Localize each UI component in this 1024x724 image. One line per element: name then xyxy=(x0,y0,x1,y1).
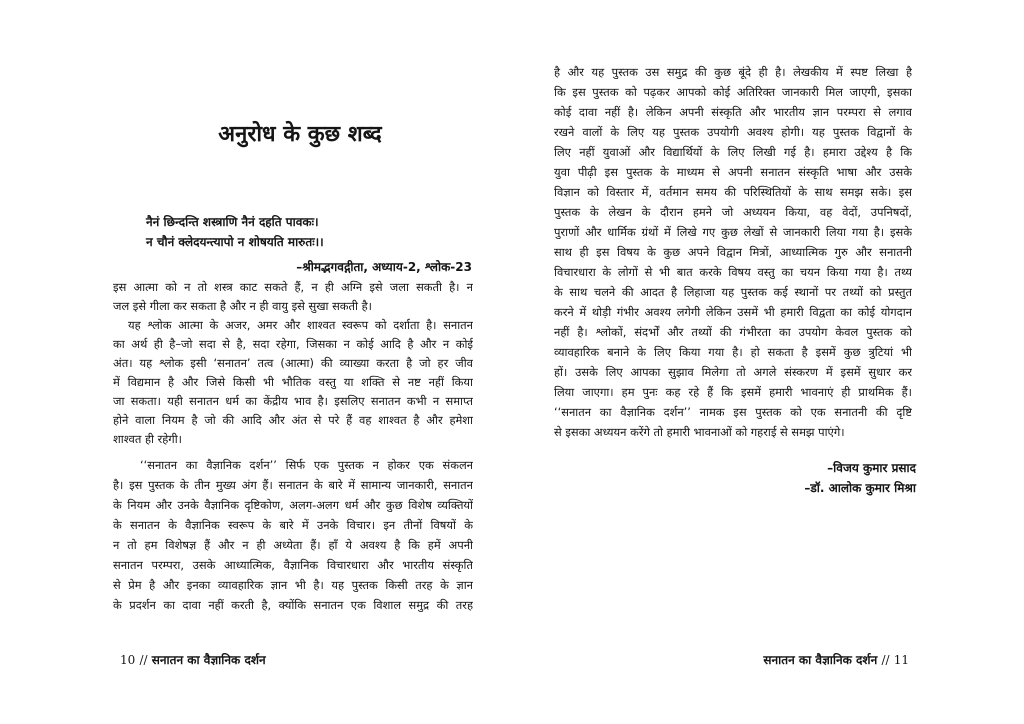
page-number: 10 xyxy=(120,653,136,667)
body-line: के सनातन के वैज्ञानिक स्वरूप के बारे में उनके विचार। इन तीनों विषयों के xyxy=(113,518,473,532)
body-line: रखने वालों के लिए यह पुस्तक उपयोगी अवश्य होगी। यह पुस्तक विद्वानों के xyxy=(554,125,912,139)
author-signature: –विजय कुमार प्रसाद xyxy=(827,461,916,475)
body-line: पुस्तक के लेखन के दौरान हमने जो अध्ययन किया, वह वेदों, उपनिषदों, xyxy=(554,205,912,219)
body-line: का अर्थ ही है–जो सदा से है, सदा रहेगा, जिसका न कोई आदि है और न कोई xyxy=(113,337,473,351)
footer-book-title: सनातन का वैज्ञानिक दर्शन xyxy=(763,653,878,667)
body-line: लिए नहीं युवाओं और विद्यार्थियों के लिए लिखी गई है। हमारा उद्देश्य है कि xyxy=(554,145,912,159)
body-line: शाश्वत ही रहेगी। xyxy=(113,432,182,446)
body-line: अंत। यह श्लोक इसी ‘सनातन’ तत्व (आत्मा) की व्याख्या करता है जो हर जीव xyxy=(113,356,473,370)
body-line: यह श्लोक आत्मा के अजर, अमर और शाश्वत स्वरूप को दर्शाता है। सनातन xyxy=(128,318,473,332)
body-line: के प्रदर्शन का दावा नहीं करती है, क्योंकि सनातन एक विशाल समुद्र की तरह xyxy=(113,598,473,612)
body-line: से इसका अध्ययन करेंगे तो हमारी भावनाओं को गहराई से समझ पाएंगे। xyxy=(554,425,845,439)
body-line: न तो हम विशेषज्ञ हैं और न ही अध्येता हैं। हाँ ये अवश्य है कि हमें अपनी xyxy=(113,538,473,552)
body-line: पुराणों और धार्मिक ग्रंथों में लिखे गए कुछ लेखों से जानकारी लिया गया है। इसके xyxy=(554,225,912,239)
body-line: के साथ चलने की आदत है लिहाजा यह पुस्तक कई स्थानों पर तथ्यों को प्रस्तुत xyxy=(554,285,912,299)
body-line: नहीं है। श्लोकों, संदर्भों और तथ्यों की गंभीरता का उपयोग केवल पुस्तक को xyxy=(554,325,912,339)
page-footer xyxy=(763,651,909,668)
body-line: में विद्यमान है और जिसे किसी भी भौतिक वस्तु या शक्ति से नष्ट नहीं किया xyxy=(113,375,473,389)
body-line: करने में थोड़ी गंभीर अवश्य लगेगी लेकिन उसमें भी हमारी विद्वता का कोई योगदान xyxy=(554,305,912,319)
body-line: ‘‘सनातन का वैज्ञानिक दर्शन’’ सिर्फ एक पुस्तक न होकर एक संकलन xyxy=(140,458,473,472)
body-line: है। इस पुस्तक के तीन मुख्य अंग हैं। सनातन के बारे में सामान्य जानकारी, सनातन xyxy=(113,478,473,492)
verse-line: नैनं छिन्दन्ति शस्त्राणि नैनं दहति पावकः। xyxy=(146,215,319,229)
body-line: ‘‘सनातन का वैज्ञानिक दर्शन’’ नामक इस पुस्तक को एक सनातनी की दृष्टि xyxy=(554,405,912,419)
body-line: विज्ञान को विस्तार में, वर्तमान समय की परिस्थितियों के साथ समझ सके। इस xyxy=(554,185,912,199)
author-signature: –डॉ. आलोक कुमार मिश्रा xyxy=(804,481,916,495)
body-line: से प्रेम है और इनका व्यावहारिक ज्ञान भी है। यह पुस्तक किसी तरह के ज्ञान xyxy=(113,578,473,592)
body-line: व्यावहारिक बनाने के लिए किया गया है। हो सकता है इसमें कुछ त्रुटियां भी xyxy=(554,345,912,359)
body-line: कि इस पुस्तक को पढ़कर आपको कोई अतिरिक्त जानकारी मिल जाएगी, इसका xyxy=(554,85,912,99)
body-line: जा सकता। यही सनातन धर्म का केंद्रीय भाव है। इसलिए सनातन कभी न समाप्त xyxy=(113,394,473,408)
footer-book-title: सनातन का वैज्ञानिक दर्शन xyxy=(151,653,266,667)
page-footer xyxy=(120,651,266,668)
footer-separator: // xyxy=(139,653,148,667)
body-line: साथ ही इस विषय के कुछ अपने विद्वान मित्रों, आध्यात्मिक गुरु और सनातनी xyxy=(554,245,912,259)
body-line: इस आत्मा को न तो शस्त्र काट सकते हैं, न ही अग्नि इसे जला सकती है। न xyxy=(113,280,473,294)
body-line: जल इसे गीला कर सकता है और न ही वायु इसे सुखा सकती है। xyxy=(113,299,372,313)
body-line: है और यह पुस्तक उस समुद्र की कुछ बूंदे ही है। लेखकीय में स्पष्ट लिखा है xyxy=(554,65,912,79)
page-number: 11 xyxy=(893,653,909,667)
verse-citation: –श्रीमद्भगवद्गीता, अध्याय-2, श्लोक-23 xyxy=(296,260,472,274)
body-line: कोई दावा नहीं है। लेकिन अपनी संस्कृति और भारतीय ज्ञान परम्परा से लगाव xyxy=(554,105,912,119)
body-line: होने वाला नियम है जो की आदि और अंत से परे हैं वह शाश्वत है और हमेशा xyxy=(113,413,473,427)
body-line: सनातन परम्परा, उसके आध्यात्मिक, वैज्ञानिक विचारधारा और भारतीय संस्कृति xyxy=(113,558,473,572)
body-line: हों। उसके लिए आपका सुझाव मिलेगा तो अगले संस्करण में इसमें सुधार कर xyxy=(554,365,912,379)
footer-separator: // xyxy=(881,653,890,667)
body-line: विचारधारा के लोगों से भी बात करके विषय वस्तु का चयन किया गया है। तथ्य xyxy=(554,265,912,279)
verse-line: न चौनं क्लेदयन्त्यापो न शोषयति मारुतः।। xyxy=(146,235,324,249)
right-page xyxy=(512,0,1024,724)
body-line: के नियम और उनके वैज्ञानिक दृष्टिकोण, अलग-अलग धर्म और कुछ विशेष व्यक्तियों xyxy=(113,498,473,512)
page-heading: अनुरोध के कुछ शब्द xyxy=(218,122,382,147)
body-line: लिया जाएगा। हम पुनः कह रहे हैं कि इसमें हमारी भावनाएं ही प्राथमिक हैं। xyxy=(554,385,912,399)
body-line: युवा पीढ़ी इस पुस्तक के माध्यम से अपनी सनातन संस्कृति भाषा और उसके xyxy=(554,165,912,179)
